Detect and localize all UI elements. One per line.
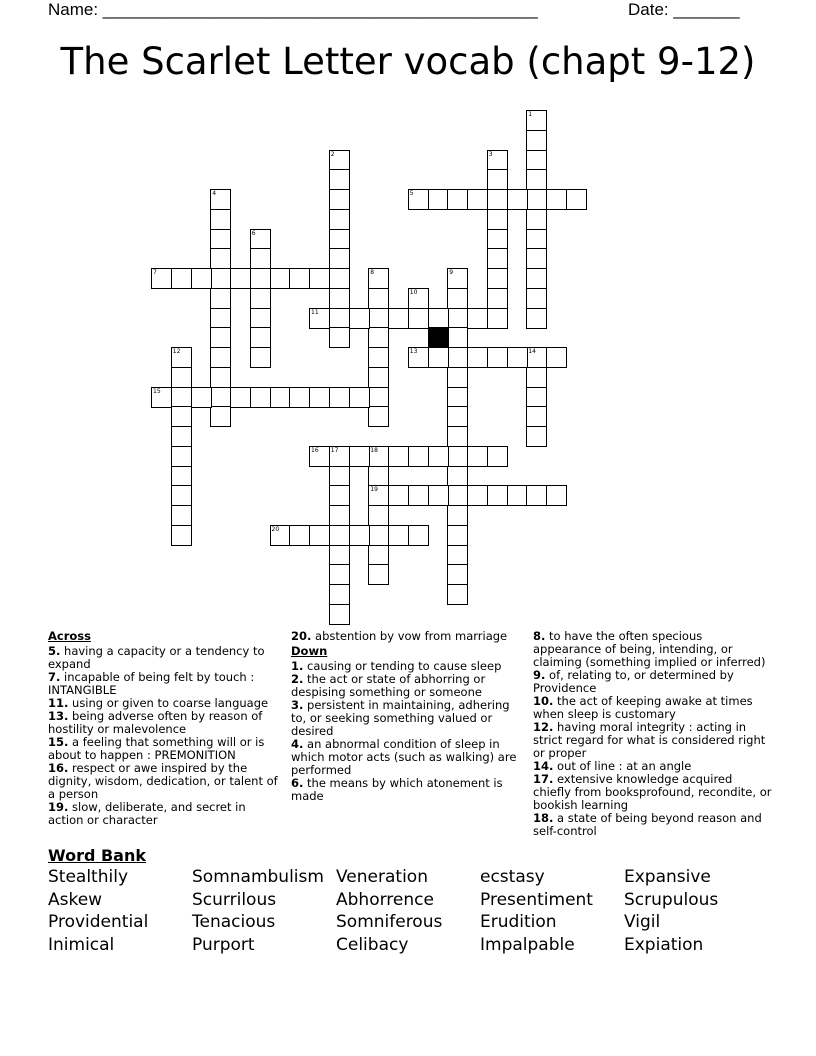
clue-number: 15 [153, 387, 161, 395]
clue-number: 5 [409, 190, 414, 197]
grid-cell[interactable] [526, 248, 547, 269]
grid-cell[interactable] [447, 564, 468, 585]
grid-cell[interactable] [447, 406, 468, 427]
clue-number: 17 [330, 446, 339, 454]
grid-cell[interactable] [230, 387, 251, 408]
clue-across-20: 20. abstention by vow from marriage [291, 629, 508, 643]
clue-number: 2 [330, 150, 335, 158]
grid-cell[interactable] [309, 525, 330, 546]
grid-cell[interactable] [447, 426, 468, 447]
grid-cell[interactable] [368, 406, 389, 427]
grid-cell[interactable] [250, 387, 271, 408]
grid-cell[interactable] [487, 308, 508, 329]
grid-cell[interactable] [467, 308, 488, 329]
grid-cell[interactable] [230, 268, 251, 289]
clue-down-1: 1. causing or tending to cause sleep [291, 659, 502, 673]
grid-cell[interactable] [151, 268, 172, 289]
grid-cell[interactable] [368, 347, 389, 368]
grid-cell[interactable] [171, 426, 192, 447]
clue-across-5: 5. having a capacity or a tendency to expand [48, 644, 265, 671]
clue-across-19: 19. slow, deliberate, and secret in action or character [48, 800, 246, 827]
grid-cell[interactable] [210, 248, 231, 269]
grid-cell[interactable] [171, 466, 192, 487]
clue-number: 19 [370, 486, 378, 494]
grid-cell[interactable] [349, 525, 370, 546]
grid-cell[interactable] [329, 387, 350, 408]
grid-cell[interactable] [566, 189, 587, 210]
grid-cell[interactable] [428, 347, 449, 368]
clue-down-2: 2. the act or state of abhorring or despising something or someone [291, 672, 486, 699]
grid-cell[interactable] [368, 505, 389, 526]
word-bank-title: Word Bank [48, 846, 147, 865]
grid-cell[interactable] [487, 347, 508, 368]
grid-cell[interactable] [487, 268, 508, 289]
grid-cell[interactable] [546, 485, 567, 506]
grid-cell[interactable] [329, 308, 350, 329]
grid-cell[interactable] [210, 268, 231, 289]
grid-cell[interactable] [546, 189, 567, 210]
grid-cell[interactable] [526, 110, 547, 131]
grid-cell[interactable] [447, 525, 468, 546]
grid-cell[interactable] [270, 525, 291, 546]
grid-cell[interactable] [329, 466, 350, 487]
grid-cell[interactable] [526, 367, 547, 388]
clue-number: 4 [212, 190, 217, 197]
grid-cell[interactable] [368, 367, 389, 388]
grid-cell[interactable] [250, 347, 271, 368]
grid-cell[interactable] [526, 169, 547, 190]
grid-cell[interactable] [368, 466, 389, 487]
grid-cell[interactable] [171, 446, 192, 467]
grid-cell[interactable] [250, 308, 271, 329]
grid-cell[interactable] [250, 248, 271, 269]
grid-cell[interactable] [447, 288, 468, 309]
grid-cell[interactable] [210, 308, 231, 329]
grid-cell[interactable] [329, 150, 350, 171]
grid-cell[interactable] [487, 229, 508, 250]
grid-cell[interactable] [408, 347, 429, 368]
word-bank-item: Veneration [336, 867, 428, 887]
word-bank-item: Expansive [624, 867, 711, 887]
grid-cell[interactable] [368, 268, 389, 289]
grid-cell[interactable] [171, 367, 192, 388]
word-bank-item: Askew [48, 889, 103, 910]
grid-cell[interactable] [309, 446, 330, 467]
grid-cell[interactable] [408, 446, 429, 467]
grid-cell[interactable] [151, 387, 172, 408]
grid-cell[interactable] [329, 505, 350, 526]
grid-cell[interactable] [526, 229, 547, 250]
grid-cell[interactable] [447, 485, 468, 506]
grid-cell[interactable] [349, 308, 370, 329]
clue-across-16: 16. respect or awe inspired by the dignity, wisdom, dedication, or talent of a person [48, 761, 278, 801]
word-bank-item: Stealthily [48, 867, 129, 887]
grid-cell[interactable] [526, 406, 547, 427]
grid-cell[interactable] [329, 229, 350, 250]
grid-cell[interactable] [250, 327, 271, 348]
clue-number: 11 [311, 308, 319, 316]
grid-cell[interactable] [526, 347, 547, 368]
grid-cell[interactable] [467, 347, 488, 368]
grid-cell[interactable] [526, 209, 547, 230]
grid-cell[interactable] [368, 387, 389, 408]
grid-cell[interactable] [250, 288, 271, 309]
grid-cell[interactable] [526, 130, 547, 151]
grid-cell[interactable] [388, 485, 409, 506]
grid-cell[interactable] [368, 288, 389, 309]
grid-cell[interactable] [408, 189, 429, 210]
grid-cell[interactable] [507, 189, 528, 210]
grid-cell[interactable] [270, 268, 291, 289]
grid-cell[interactable] [329, 525, 350, 546]
grid-cell[interactable] [368, 545, 389, 566]
grid-cell[interactable] [210, 209, 231, 230]
word-bank-item: Somnambulism [192, 867, 324, 887]
grid-cell[interactable] [487, 446, 508, 467]
clue-down-8: 8. to have the often specious appearance of being, intending, or claiming (something implied or inferred) [533, 629, 766, 669]
clue-number: 1 [528, 111, 533, 118]
grid-cell[interactable] [428, 189, 449, 210]
word-bank-item: Impalpable [480, 934, 575, 955]
grid-cell[interactable] [329, 248, 350, 269]
word-bank-item: Expiation [624, 934, 704, 955]
clues-column-1 [48, 630, 280, 827]
clue-across-11: 11. using or given to coarse language [48, 696, 269, 710]
grid-cell[interactable] [447, 584, 468, 605]
grid-cell[interactable] [368, 308, 389, 329]
word-bank-item: Celibacy [336, 934, 409, 955]
grid-cell[interactable] [250, 268, 271, 289]
grid-cell[interactable] [329, 485, 350, 506]
grid-cell[interactable] [309, 268, 330, 289]
clue-number: 16 [311, 446, 319, 454]
grid-cell[interactable] [447, 189, 468, 210]
clues-column-2 [291, 630, 519, 803]
grid-cell[interactable] [526, 150, 547, 171]
across-heading: Across [48, 629, 91, 643]
name-field[interactable]: Name: ______________________________________________ [48, 0, 538, 19]
clue-down-6: 6. the means by which atonement is made [291, 776, 503, 803]
grid-cell[interactable] [329, 169, 350, 190]
black-square [428, 327, 449, 348]
word-bank-item: Scurrilous [192, 889, 277, 910]
grid-cell[interactable] [349, 387, 370, 408]
grid-cell[interactable] [329, 268, 350, 289]
grid-cell[interactable] [388, 446, 409, 467]
grid-cell[interactable] [171, 505, 192, 526]
word-bank-item: Tenacious [192, 912, 276, 932]
grid-cell[interactable] [329, 604, 350, 625]
grid-cell[interactable] [309, 308, 330, 329]
clue-across-7: 7. incapable of being felt by touch : INTANGIBLE [48, 670, 255, 697]
grid-cell[interactable] [388, 308, 409, 329]
grid-cell[interactable] [289, 268, 310, 289]
grid-cell[interactable] [210, 229, 231, 250]
page-title: The Scarlet Letter vocab (chapt 9-12) [60, 40, 756, 83]
clue-number: 10 [409, 288, 418, 296]
word-bank-item: Inimical [48, 934, 115, 955]
grid-cell[interactable] [408, 485, 429, 506]
grid-cell[interactable] [408, 525, 429, 546]
clue-number: 6 [251, 229, 256, 237]
grid-cell[interactable] [447, 466, 468, 487]
grid-cell[interactable] [171, 525, 192, 546]
grid-cell[interactable] [428, 446, 449, 467]
word-bank-item: ecstasy [480, 867, 545, 887]
grid-cell[interactable] [408, 288, 429, 309]
clue-down-4: 4. an abnormal condition of sleep in which motor acts (such as walking) are performed [291, 737, 517, 777]
grid-cell[interactable] [467, 446, 488, 467]
grid-cell[interactable] [171, 485, 192, 506]
grid-cell[interactable] [329, 584, 350, 605]
grid-cell[interactable] [428, 308, 449, 329]
grid-cell[interactable] [526, 426, 547, 447]
clue-number: 14 [528, 348, 536, 355]
grid-cell[interactable] [309, 387, 330, 408]
grid-cell[interactable] [447, 446, 468, 467]
grid-cell[interactable] [487, 288, 508, 309]
grid-cell[interactable] [447, 308, 468, 329]
grid-cell[interactable] [329, 189, 350, 210]
grid-cell[interactable] [526, 288, 547, 309]
grid-cell[interactable] [447, 347, 468, 368]
grid-cell[interactable] [171, 387, 192, 408]
word-bank-item: Vigil [624, 912, 661, 932]
grid-cell[interactable] [526, 189, 547, 210]
grid-cell[interactable] [526, 387, 547, 408]
clue-number: 20 [271, 525, 280, 533]
grid-cell[interactable] [329, 209, 350, 230]
grid-cell[interactable] [171, 268, 192, 289]
grid-cell[interactable] [210, 406, 231, 427]
grid-cell[interactable] [388, 525, 409, 546]
grid-cell[interactable] [329, 545, 350, 566]
word-bank-item: Purport [192, 934, 255, 955]
grid-cell[interactable] [368, 446, 389, 467]
word-bank-item: Abhorrence [336, 889, 434, 910]
clue-down-17: 17. extensive knowledge acquired chiefly from booksprofound, recondite, or bookish learning [533, 772, 772, 812]
grid-cell[interactable] [171, 347, 192, 368]
grid-cell[interactable] [447, 387, 468, 408]
grid-cell[interactable] [447, 367, 468, 388]
grid-cell[interactable] [526, 485, 547, 506]
grid-cell[interactable] [270, 387, 291, 408]
grid-cell[interactable] [171, 406, 192, 427]
clue-down-3: 3. persistent in maintaining, adhering to, or seeking something valued or desired [291, 698, 510, 738]
word-bank-item: Erudition [480, 912, 557, 932]
grid-cell[interactable] [210, 347, 231, 368]
grid-cell[interactable] [467, 189, 488, 210]
grid-cell[interactable] [467, 485, 488, 506]
grid-cell[interactable] [349, 446, 370, 467]
grid-cell[interactable] [447, 505, 468, 526]
grid-cell[interactable] [329, 446, 350, 467]
grid-cell[interactable] [546, 347, 567, 368]
clue-down-12: 12. having moral integrity : acting in strict regard for what is considered right or proper [533, 720, 766, 760]
grid-cell[interactable] [250, 229, 271, 250]
grid-cell[interactable] [329, 327, 350, 348]
clue-down-9: 9. of, relating to, or determined by Providence [533, 668, 734, 695]
clue-number: 3 [488, 150, 493, 158]
clue-across-15: 15. a feeling that something will or is about to happen : PREMONITION [48, 735, 265, 762]
grid-cell[interactable] [526, 268, 547, 289]
grid-cell[interactable] [368, 525, 389, 546]
grid-cell[interactable] [329, 564, 350, 585]
clues-column-3 [533, 630, 773, 838]
clue-number: 9 [449, 269, 454, 276]
clue-across-13: 13. being adverse often by reason of hostility or malevolence [48, 709, 263, 736]
word-bank-item: Scrupulous [624, 889, 719, 910]
down-heading: Down [291, 644, 328, 658]
clue-number: 13 [409, 348, 418, 355]
grid-cell[interactable] [507, 347, 528, 368]
grid-cell[interactable] [289, 525, 310, 546]
grid-cell[interactable] [487, 169, 508, 190]
date-field[interactable]: Date: _______ [628, 0, 740, 19]
word-bank-item: Somniferous [336, 912, 443, 932]
grid-cell[interactable] [210, 387, 231, 408]
grid-cell[interactable] [487, 150, 508, 171]
grid-cell[interactable] [487, 209, 508, 230]
grid-cell[interactable] [329, 288, 350, 309]
grid-cell[interactable] [487, 189, 508, 210]
clue-down-10: 10. the act of keeping awake at times when sleep is customary [533, 694, 753, 721]
word-bank-item: Presentiment [480, 889, 593, 910]
grid-cell[interactable] [368, 327, 389, 348]
grid-cell[interactable] [447, 545, 468, 566]
grid-cell[interactable] [507, 485, 528, 506]
clue-number: 18 [370, 446, 378, 454]
grid-cell[interactable] [210, 189, 231, 210]
clue-number: 12 [172, 348, 181, 355]
grid-cell[interactable] [368, 485, 389, 506]
clue-down-18: 18. a state of being beyond reason and self-control [533, 811, 762, 838]
grid-cell[interactable] [210, 327, 231, 348]
grid-cell[interactable] [487, 248, 508, 269]
grid-cell[interactable] [487, 485, 508, 506]
grid-cell[interactable] [191, 387, 212, 408]
grid-cell[interactable] [447, 268, 468, 289]
clue-number: 8 [370, 269, 375, 276]
grid-cell[interactable] [447, 327, 468, 348]
grid-cell[interactable] [191, 268, 212, 289]
grid-cell[interactable] [289, 387, 310, 408]
grid-cell[interactable] [210, 367, 231, 388]
clue-number: 7 [153, 269, 157, 276]
word-bank-item: Providential [48, 912, 149, 932]
clue-down-14: 14. out of line : at an angle [533, 759, 692, 773]
grid-cell[interactable] [428, 485, 449, 506]
grid-cell[interactable] [526, 308, 547, 329]
grid-cell[interactable] [408, 308, 429, 329]
grid-cell[interactable] [210, 288, 231, 309]
grid-cell[interactable] [368, 564, 389, 585]
